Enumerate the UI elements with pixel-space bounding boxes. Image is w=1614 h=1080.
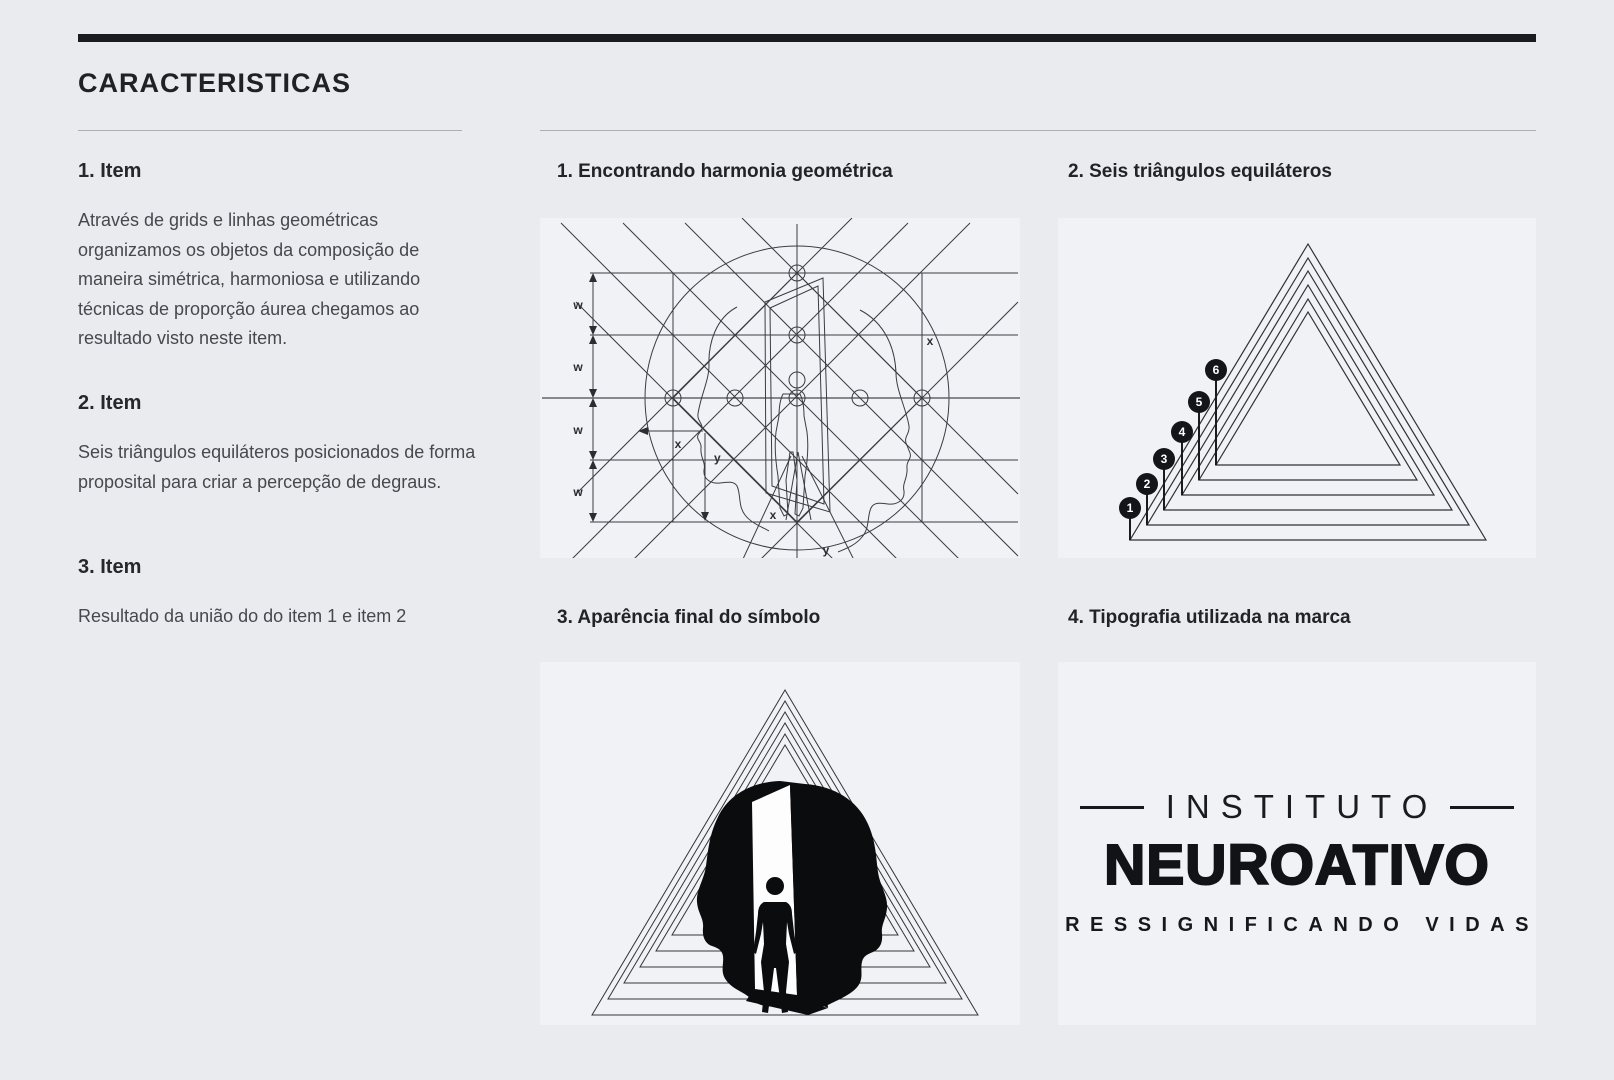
item-2-body: Seis triângulos equiláteros posicionados de forma proposital para criar a percepção de degraus. (78, 442, 476, 492)
item-2-heading: 2. Item (78, 392, 142, 414)
logo-left-rule (1080, 806, 1144, 809)
triangle-marker-6: 6 (1212, 363, 1220, 377)
panel-final-symbol (540, 662, 1020, 1025)
panel-brand-typography (1058, 662, 1539, 1025)
item-3-heading: 3. Item (78, 556, 142, 578)
logo-tagline: RESSIGNIFICANDO VIDAS (1065, 914, 1539, 936)
triangle-marker-3: 3 (1160, 452, 1168, 466)
logo-institution: INSTITUTO (1165, 788, 1439, 825)
dim-label-w4: w (573, 485, 583, 499)
section-2-heading: 2. Seis triângulos equiláteros (1068, 161, 1332, 182)
right-columns-divider (540, 130, 1536, 131)
section-3-heading: 3. Aparência final do símbolo (557, 607, 821, 628)
dim-label-y-bottom: y (822, 543, 830, 557)
triangle-marker-2: 2 (1143, 477, 1151, 491)
item-1-heading: 1. Item (78, 160, 142, 182)
dim-label-x-right: x (926, 334, 934, 348)
item-1-body: Através de grids e linhas geométricas organizamos os objetos da composição de maneira simétrica, harmoniosa e utilizando técnicas de proporção áurea chegamos ao resultado visto neste item. (78, 210, 421, 348)
section-1-heading: 1. Encontrando harmonia geométrica (557, 161, 893, 182)
dim-label-x-bottom: x (769, 508, 777, 522)
triangle-marker-5: 5 (1195, 395, 1203, 409)
top-accent-bar (78, 34, 1536, 42)
dim-label-y-left: y (714, 451, 721, 465)
panel-six-triangles (1058, 218, 1536, 558)
logo-brand-name: NEUROATIVO (1104, 833, 1490, 897)
logo-right-rule (1450, 806, 1514, 809)
geometry-construction-diagram (540, 218, 1020, 558)
section-4-heading: 4. Tipografia utilizada na marca (1068, 607, 1351, 628)
nested-triangles-diagram (1058, 218, 1536, 558)
left-column-divider (78, 130, 462, 131)
item-3-body: Resultado da união do do item 1 e item 2 (78, 606, 407, 626)
final-symbol-illustration (540, 662, 1020, 1025)
dim-label-x-left: x (674, 437, 682, 451)
logo-top-row (1080, 788, 1514, 826)
dim-label-w1: w (573, 298, 583, 312)
triangle-marker-1: 1 (1126, 501, 1134, 515)
panel-geometric-harmony (540, 218, 1020, 558)
page-title: CARACTERISTICAS (78, 68, 352, 98)
triangle-marker-4: 4 (1178, 425, 1186, 439)
dim-label-w2: w (573, 360, 583, 374)
dim-label-w3: w (573, 423, 583, 437)
